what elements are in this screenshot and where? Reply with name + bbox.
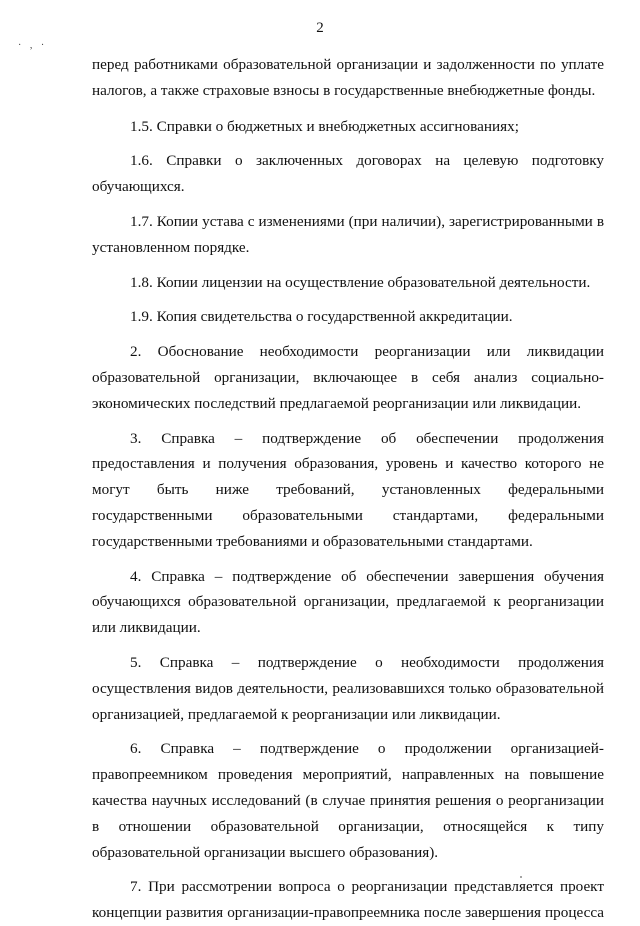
scan-artifact: · , ·	[18, 40, 48, 51]
paragraph-6: 6. Справка – подтверждение о продолжении организацией-правопреемником проведения мероприятий, направленных на повышение качества научных исследований (в случае принятия решения о реорганизации в отношении образовательной организации, относящейся к типу образовательной организации высшего образования).	[92, 740, 604, 861]
paragraph-1-5: 1.5. Справки о бюджетных и внебюджетных ассигнованиях;	[130, 117, 519, 135]
paragraph-4: 4. Справка – подтверждение об обеспечении завершения обучения обучающихся образовательной организации, предлагаемой к реорганизации или ликвидации.	[92, 567, 604, 637]
paragraph-3: 3. Справка – подтверждение об обеспечении продолжения предоставления и получения образования, уровень и качество которого не могут быть ниже требований, установленных федеральными государственными образовательными стандартами, федеральными государственными требованиями и образовательными стандартами.	[92, 429, 604, 550]
scan-dot	[520, 876, 522, 878]
paragraph-1-9: 1.9. Копия свидетельства о государственной аккредитации.	[130, 308, 513, 326]
paragraph-1-7: 1.7. Копии устава с изменениями (при наличии), зарегистрированными в установленном порядке.	[92, 212, 604, 256]
paragraph-1-8: 1.8. Копии лицензии на осуществление образовательной деятельности.	[130, 273, 591, 291]
paragraph-5: 5. Справка – подтверждение о необходимости продолжения осуществления видов деятельности, реализовавшихся только образовательной организацией, предлагаемой к реорганизации или ликвидации.	[92, 653, 604, 723]
paragraph-1-6: 1.6. Справки о заключенных договорах на целевую подготовку обучающихся.	[92, 152, 604, 196]
paragraph-7: 7. При рассмотрении вопроса о реорганизации представляется проект концепции развития организации-правопреемника после завершения процесса	[92, 878, 604, 922]
paragraph-continuation: перед работниками образовательной организации и задолженности по уплате налогов, а также страховые взносы в государственные внебюджетные фонды.	[92, 56, 604, 99]
page-number: 2	[316, 20, 324, 36]
paragraph-2: 2. Обоснование необходимости реорганизации или ликвидации образовательной организации, включающее в себя анализ социально-экономических последствий предлагаемой реорганизации или ликвидации.	[92, 343, 604, 412]
document-body	[92, 52, 604, 926]
